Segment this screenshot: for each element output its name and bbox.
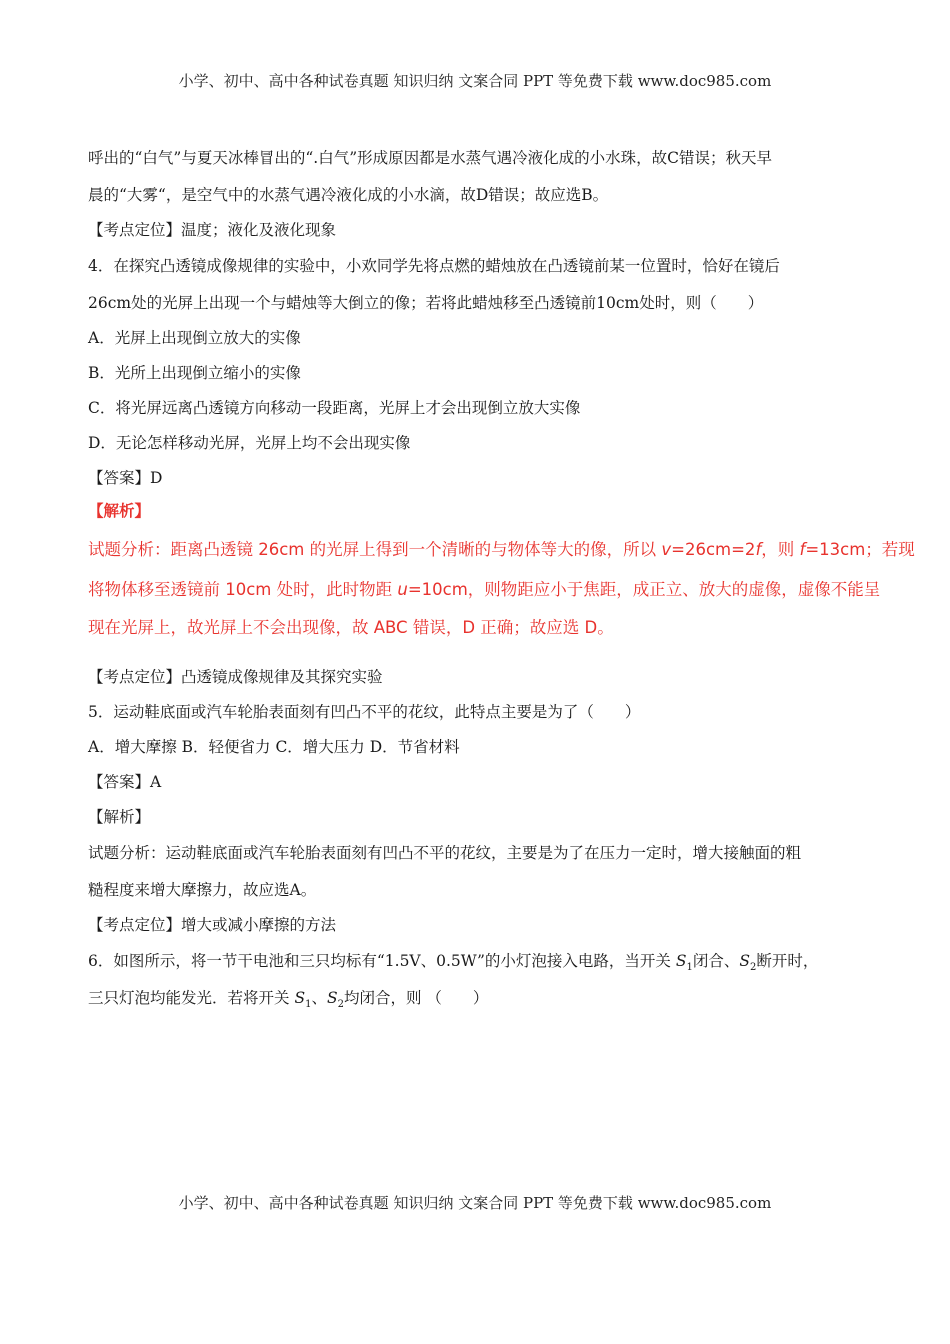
q5-analysis-line1: 试题分析：运动鞋底面或汽车轮胎表面刻有凹凸不平的花纹，主要是为了在压力一定时，增大接触面的粗	[88, 844, 802, 862]
q5-jiexi-label: 【解析】	[88, 808, 151, 826]
q3-analysis-line1: 呼出的“白气”与夏天冰棒冒出的“.白气”形成原因都是水蒸气遇冷液化成的小水珠，故C错误；秋天早	[88, 149, 772, 167]
q4-answer: 【答案】D	[88, 469, 163, 487]
q5-kaodian: 【考点定位】增大或减小摩擦的方法	[88, 916, 337, 934]
q4-stem-line2: 26cm处的光屏上出现一个与蜡烛等大倒立的像；若将此蜡烛移至凸透镜前10cm处时，则（ ）	[88, 294, 764, 312]
q4-jiexi-label: 【解析】	[88, 502, 151, 520]
q4-option-c: C．将光屏远离凸透镜方向移动一段距离，光屏上才会出现倒立放大实像	[88, 399, 581, 417]
q5-analysis-line2: 糙程度来增大摩擦力，故应选A。	[88, 881, 317, 899]
q5-stem: 5．运动鞋底面或汽车轮胎表面刻有凹凸不平的花纹，此特点主要是为了（ ）	[88, 703, 641, 721]
q6-stem-line1: 6．如图所示，将一节干电池和三只均标有“1.5V、0.5W”的小灯泡接入电路，当开关 $S_1$闭合、$S_2$断开时，	[88, 952, 819, 974]
q4-option-b: B．光所上出现倒立缩小的实像	[88, 364, 301, 382]
page-footer: 小学、初中、高中各种试卷真题 知识归纳 文案合同 PPT 等免费下载 www.doc985.com	[178, 1194, 772, 1212]
q4-option-a: A．光屏上出现倒立放大的实像	[88, 329, 301, 347]
q3-analysis-line2: 晨的“大雾“，是空气中的水蒸气遇冷液化成的小水滴，故D错误；故应选B。	[88, 186, 609, 204]
q5-options: A．增大摩擦 B．轻便省力 C．增大压力 D．节省材料	[88, 738, 460, 756]
q5-answer: 【答案】A	[88, 773, 162, 791]
q4-option-d: D．无论怎样移动光屏，光屏上均不会出现实像	[88, 434, 411, 452]
page-header: 小学、初中、高中各种试卷真题 知识归纳 文案合同 PPT 等免费下载 www.doc985.com	[178, 72, 772, 90]
q4-analysis-line2: 将物体移至透镜前 10cm 处时，此时物距 u=10cm，则物距应小于焦距，成正立、放大的虚像，虚像不能呈	[88, 580, 881, 599]
q4-kaodian: 【考点定位】凸透镜成像规律及其探究实验	[88, 668, 383, 686]
q4-stem-line1: 4．在探究凸透镜成像规律的实验中，小欢同学先将点燃的蜡烛放在凸透镜前某一位置时，恰好在镜后	[88, 257, 780, 275]
q3-kaodian: 【考点定位】温度；液化及液化现象	[88, 221, 337, 239]
q4-analysis-line3: 现在光屏上，故光屏上不会出现像，故 ABC 错误，D 正确；故应选 D。	[88, 618, 614, 637]
q4-analysis-line1: 试题分析：距离凸透镜 26cm 的光屏上得到一个清晰的与物体等大的像，所以 v=26cm=2f，则 f=13cm；若现	[88, 540, 915, 559]
q6-stem-line2: 三只灯泡均能发光．若将开关 $S_1$、$S_2$均闭合，则 （ ）	[88, 989, 489, 1011]
